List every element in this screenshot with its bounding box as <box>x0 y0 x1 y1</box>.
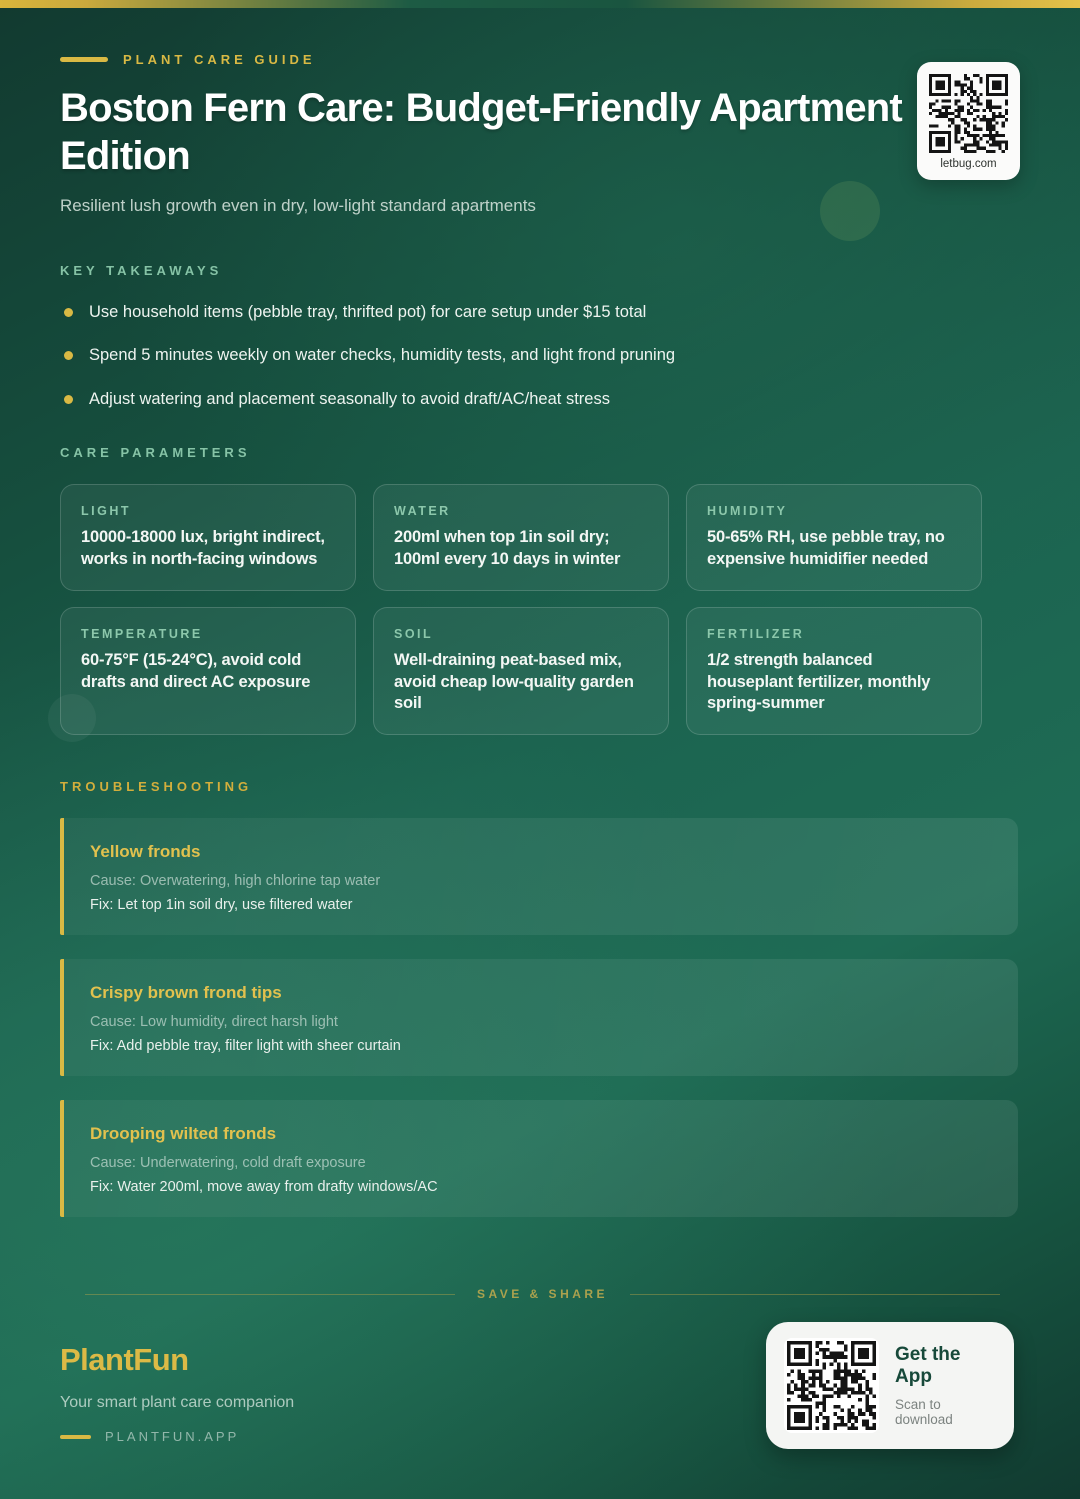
trouble-fix: Fix: Let top 1in soil dry, use filtered water <box>90 897 353 914</box>
eyebrow <box>60 52 1020 67</box>
eyebrow-label: PLANT CARE GUIDE <box>123 52 316 67</box>
param-card-water <box>373 484 669 591</box>
brand-logo-text: PlantFun <box>60 1342 189 1377</box>
app-card-title: Get the App <box>895 1344 961 1387</box>
page-subtitle: Resilient lush growth even in dry, low-light standard apartments <box>60 196 536 215</box>
qr-code <box>929 74 1008 153</box>
list-item <box>60 345 1020 366</box>
trouble-title: Crispy brown frond tips <box>90 983 282 1003</box>
save-share-divider <box>85 1287 1000 1301</box>
key-takeaways-list <box>60 302 1020 410</box>
care-parameters-section <box>60 445 1020 735</box>
trouble-card-crispy-tips <box>60 959 1018 1076</box>
takeaway-text: Spend 5 minutes weekly on water checks, humidity tests, and light frond pruning <box>89 346 676 365</box>
key-takeaways-section <box>60 263 1020 410</box>
app-card-text <box>895 1344 1000 1427</box>
trouble-cause: Cause: Low humidity, direct harsh light <box>90 1014 338 1031</box>
brand-tagline: Your smart plant care companion <box>60 1394 295 1411</box>
bullet-dot-icon <box>64 351 73 360</box>
trouble-card-drooping-fronds <box>60 1100 1018 1217</box>
param-text: 1/2 strength balanced houseplant fertilizer, monthly spring-summer <box>707 650 931 713</box>
param-card-fertilizer <box>686 607 982 735</box>
brand-domain-label: PLANTFUN.APP <box>105 1429 240 1444</box>
share-qr-card <box>917 62 1020 180</box>
param-label: FERTILIZER <box>707 626 805 641</box>
trouble-title: Drooping wilted fronds <box>90 1124 277 1144</box>
footer-brand-block <box>60 1342 294 1444</box>
trouble-card-yellow-fronds <box>60 818 1018 935</box>
trouble-cause: Cause: Overwatering, high chlorine tap water <box>90 873 381 890</box>
param-label: WATER <box>394 504 451 519</box>
takeaway-text: Use household items (pebble tray, thrifted pot) for care setup under $15 total <box>89 303 647 321</box>
param-card-temperature <box>60 607 356 735</box>
param-text: 10000-18000 lux, bright indirect, works in north-facing windows <box>81 528 325 569</box>
care-parameters-heading: CARE PARAMETERS <box>60 445 251 461</box>
param-card-light <box>60 484 356 591</box>
page-title: Boston Fern Care: Budget-Friendly Apartment Edition <box>60 86 902 178</box>
list-item <box>60 302 1020 323</box>
divider-label: SAVE & SHARE <box>476 1287 609 1301</box>
troubleshooting-section <box>60 779 1020 1217</box>
param-text: 50-65% RH, use pebble tray, no expensive humidifier needed <box>707 528 945 569</box>
divider-line <box>630 1294 1000 1295</box>
app-card-subtitle: Scan to download <box>895 1397 953 1427</box>
trouble-fix: Fix: Add pebble tray, filter light with sheer curtain <box>90 1038 401 1055</box>
takeaway-text: Adjust watering and placement seasonally to avoid draft/AC/heat stress <box>89 389 610 408</box>
param-label: TEMPERATURE <box>81 626 203 641</box>
trouble-fix: Fix: Water 200ml, move away from drafty windows/AC <box>90 1179 438 1196</box>
care-parameters-grid <box>60 484 982 735</box>
param-text: 60-75°F (15-24°C), avoid cold drafts and direct AC exposure <box>81 650 311 691</box>
list-item <box>60 389 1020 410</box>
bullet-dot-icon <box>64 308 73 317</box>
param-label: LIGHT <box>81 504 131 519</box>
param-text: 200ml when top 1in soil dry; 100ml every 10 days in winter <box>394 528 621 569</box>
param-label: SOIL <box>394 626 434 641</box>
bullet-dot-icon <box>64 395 73 404</box>
qr-code <box>784 1338 879 1433</box>
brand-domain-row <box>60 1429 294 1444</box>
param-card-soil <box>373 607 669 735</box>
domain-dash <box>60 1435 91 1439</box>
param-text: Well-draining peat-based mix, avoid cheap low-quality garden soil <box>394 650 634 713</box>
divider-line <box>85 1294 455 1295</box>
key-takeaways-heading: KEY TAKEAWAYS <box>60 263 223 278</box>
eyebrow-dash <box>60 57 108 62</box>
trouble-title: Yellow fronds <box>90 842 201 862</box>
param-card-humidity <box>686 484 982 591</box>
troubleshooting-heading: TROUBLESHOOTING <box>60 779 253 795</box>
qr-url-label: letbug.com <box>940 158 997 170</box>
trouble-cause: Cause: Underwatering, cold draft exposure <box>90 1155 366 1172</box>
get-app-card <box>766 1322 1014 1449</box>
param-label: HUMIDITY <box>707 504 788 519</box>
